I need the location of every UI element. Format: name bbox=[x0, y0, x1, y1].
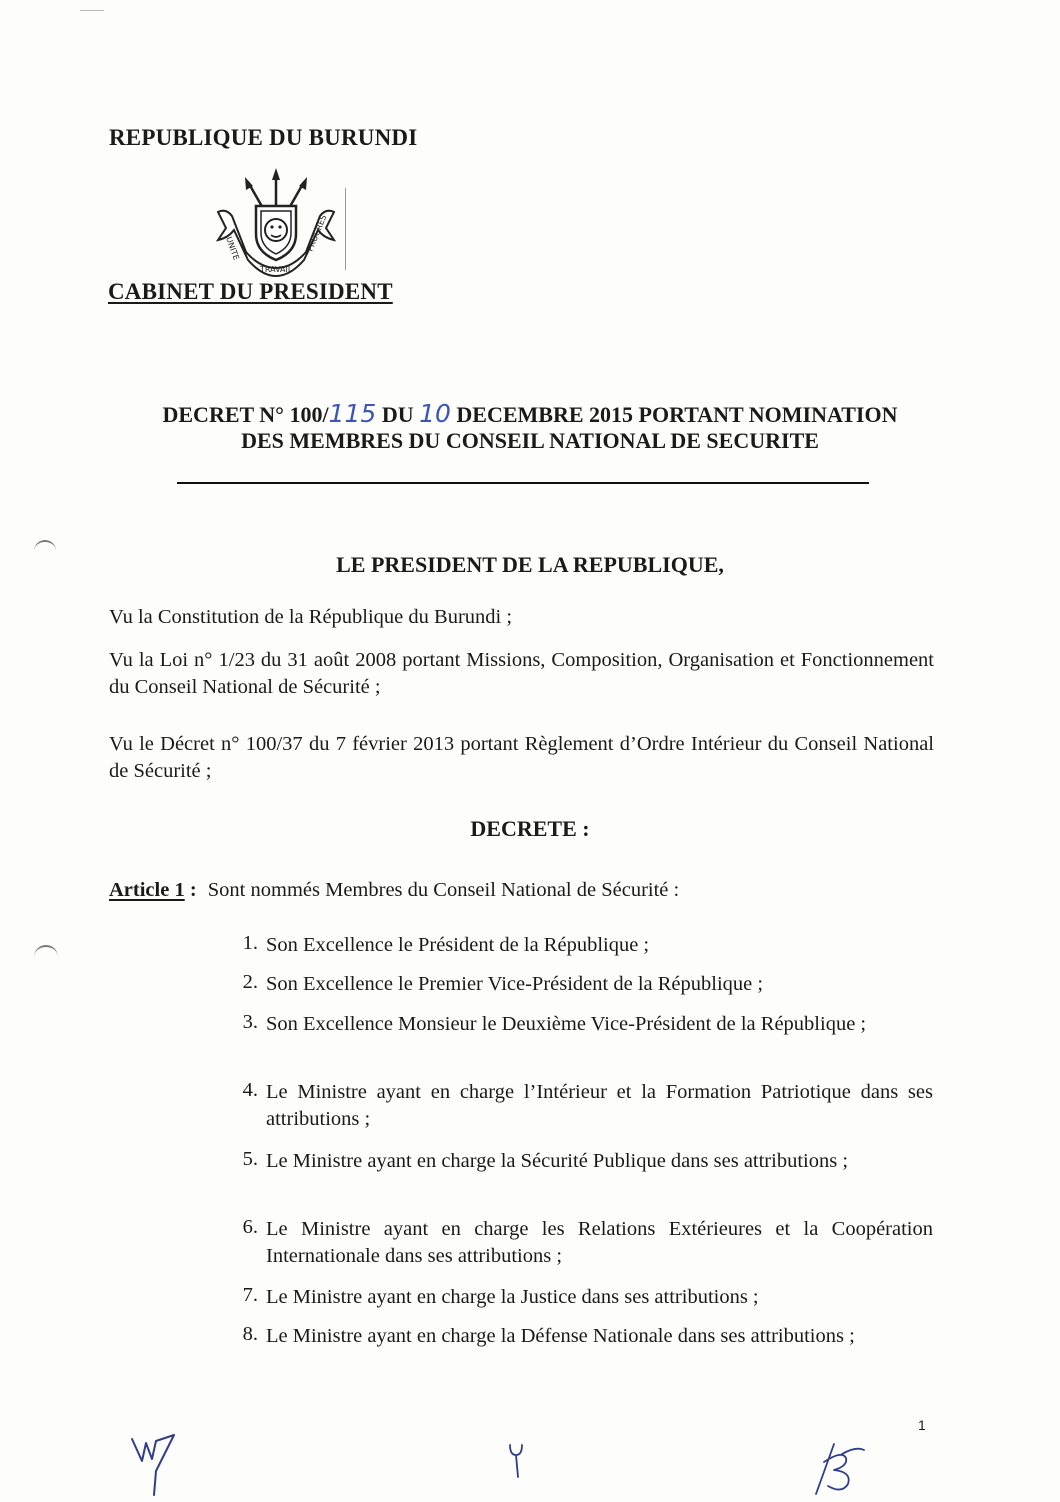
article-1-text: Sont nommés Membres du Conseil National de Sécurité : bbox=[207, 879, 680, 901]
page-number: 1 bbox=[918, 1417, 926, 1433]
decrete-heading: DECRETE : bbox=[470, 816, 590, 841]
member-item: Le Ministre ayant en charge la Sécurité Publique dans ses attributions ; bbox=[266, 1150, 849, 1172]
initials-signature-right bbox=[812, 1440, 872, 1497]
consideration-2: Vu la Loi n° 1/23 du 31 août 2008 portant Missions, Composition, Organisation et Fonctionnement du Conseil National de Sécurité ; bbox=[109, 649, 934, 698]
decree-title-line2: DES MEMBRES DU CONSEIL NATIONAL DE SECURITE bbox=[241, 428, 819, 453]
decree-title-line1 bbox=[0, 399, 1060, 428]
member-number: 3. bbox=[242, 1011, 258, 1033]
decree-prefix: DECRET N° 100/ bbox=[162, 402, 329, 427]
emblem-border-line bbox=[345, 188, 346, 270]
member-number: 1. bbox=[242, 932, 258, 954]
coat-of-arms-emblem bbox=[212, 168, 340, 280]
cabinet-title: CABINET DU PRESIDENT bbox=[108, 279, 393, 304]
president-heading: LE PRESIDENT DE LA REPUBLIQUE, bbox=[336, 552, 724, 577]
member-item: Le Ministre ayant en charge les Relations Extérieures et la Coopération Internationale dans ses attributions ; bbox=[266, 1218, 933, 1267]
member-item: Le Ministre ayant en charge la Justice dans ses attributions ; bbox=[266, 1286, 759, 1308]
decree-day-handwritten: 10 bbox=[419, 399, 451, 428]
member-number: 6. bbox=[242, 1216, 258, 1238]
member-number: 4. bbox=[242, 1079, 258, 1101]
member-item: Le Ministre ayant en charge l’Intérieur et la Formation Patriotique dans ses attributions ; bbox=[266, 1081, 933, 1130]
article-1-colon: : bbox=[184, 879, 197, 901]
scan-mark bbox=[34, 540, 56, 552]
consideration-1: Vu la Constitution de la République du Burundi ; bbox=[109, 606, 513, 628]
republic-title: REPUBLIQUE DU BURUNDI bbox=[109, 125, 418, 150]
scan-mark bbox=[34, 945, 58, 957]
member-item: Son Excellence le Premier Vice-Président de la République ; bbox=[266, 973, 764, 995]
scan-mark bbox=[80, 10, 104, 11]
member-number: 7. bbox=[242, 1284, 258, 1306]
initials-signature-left bbox=[126, 1425, 186, 1497]
consideration-3: Vu le Décret n° 100/37 du 7 février 2013 portant Règlement d’Ordre Intérieur du Conseil National de Sécurité ; bbox=[109, 733, 934, 782]
member-item: Son Excellence le Président de la République ; bbox=[266, 934, 650, 956]
member-item: Le Ministre ayant en charge la Défense Nationale dans ses attributions ; bbox=[266, 1325, 855, 1347]
initials-signature-middle bbox=[506, 1441, 526, 1481]
member-number: 5. bbox=[242, 1148, 258, 1170]
decree-du: DU bbox=[376, 402, 420, 427]
member-item: Son Excellence Monsieur le Deuxième Vice-Président de la République ; bbox=[266, 1013, 867, 1035]
member-number: 2. bbox=[242, 971, 258, 993]
article-1 bbox=[109, 877, 934, 904]
article-1-label: Article 1 bbox=[109, 879, 185, 901]
member-number: 8. bbox=[242, 1323, 258, 1345]
svg-text:TRAVAIL: TRAVAIL bbox=[260, 265, 293, 274]
title-rule bbox=[177, 482, 869, 484]
svg-text:UNITE: UNITE bbox=[224, 235, 241, 262]
decree-title-rest: DECEMBRE 2015 PORTANT NOMINATION bbox=[450, 402, 898, 427]
svg-text:PROGRES: PROGRES bbox=[305, 213, 329, 253]
decree-number-handwritten: 115 bbox=[328, 399, 377, 428]
